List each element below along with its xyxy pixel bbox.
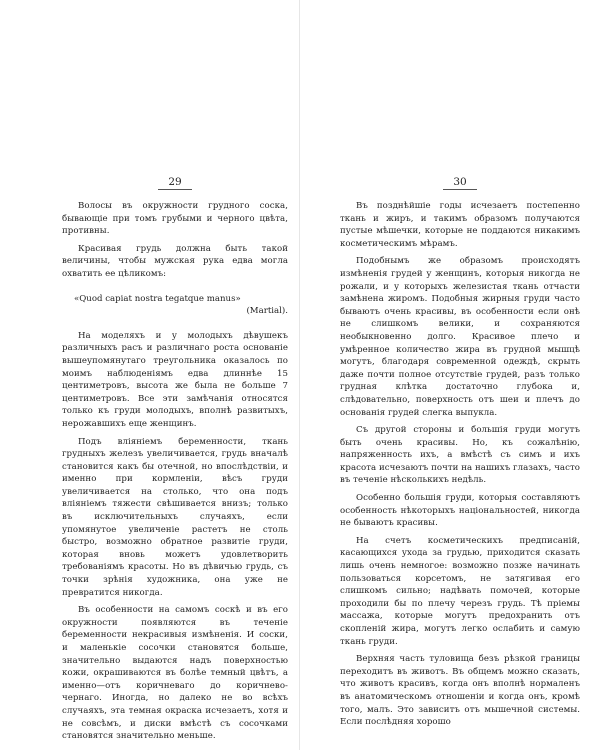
page-number-rule bbox=[158, 189, 192, 190]
paragraph: Верхняя часть туловища безъ рѣзкой границы переходитъ въ животъ. Въ общемъ можно сказать, что животъ красивъ, когда онъ вполнѣ нормаленъ въ анатомическомъ отношеніи и когда онъ, кромѣ того, малъ. Это зависитъ отъ мышечной системы. Если послѣдняя хорошо bbox=[340, 654, 580, 728]
paragraph: На моделяхъ и у молодыхъ дѣвушекъ различныхъ расъ и различнаго роста основаніе вышеупомянутаго треугольника оказалось по моимъ наблюденіямъ едва длиннѣе 15 центиметровъ, высота же была не больше 7 центиметровъ. Все эти замѣчанія относятся только къ груди молодыхъ, вполнѣ развитыхъ, нерожавшихъ еще женщинъ. bbox=[62, 330, 288, 429]
paragraph: Подобнымъ же образомъ происходятъ измѣненія грудей у женщинъ, которыя никогда не рожали, и у которыхъ железистая ткань отчасти замѣнена жиромъ. Подобныя жирныя груди часто бываютъ очень красивы, въ особенности если онѣ не слишкомъ велики, и сохраняются необыкновенно долго. Красивое плечо и умѣренное количество жира въ грудной мышцѣ могутъ, благодаря современной одеждѣ, скрыть даже почти полное отсутствіе грудей, разъ только грудная клѣтка достаточно глубока и, слѣдовательно, поверхность отъ шеи и плечъ до основанія грудей слегка выпукла. bbox=[340, 256, 580, 418]
page-number: 29 bbox=[168, 176, 182, 188]
page-number-rule bbox=[443, 189, 477, 190]
latin-quote: «Quod capiat nostra tegatque manus» bbox=[74, 293, 241, 304]
right-page bbox=[300, 0, 600, 750]
quote-attribution: (Martial). bbox=[246, 306, 288, 317]
paragraph: Въ особенности на самомъ соскѣ и въ его окружности появляются въ теченіе беременности некрасивыя измѣненія. И соски, и маленькіе сосочки становятся больше, значительно выдаются надъ поверхностью кожи, окрашиваются въ болѣе темный цвѣтъ, а именно—отъ коричневаго до коричнево-чернаго. Иногда, но далеко не во всѣхъ случаяхъ, эта темная окраска исчезаетъ, хотя и не совсѣмъ, и диски вмѣстѣ съ сосочками становятся значительно меньше. bbox=[62, 605, 288, 742]
paragraph: На счетъ косметическихъ предписаній, касающихся ухода за грудью, приходится сказать лишь очень немногое: возможно позже начинать пользоваться корсетомъ, не затягивая его слишкомъ сильно; надѣвать помочей, которые проходили бы по плечу черезъ грудь. Тѣ пріемы массажа, которые могутъ предохранить отъ скопленій жира, могутъ легко ослабить и самую ткань груди. bbox=[340, 535, 580, 647]
paragraph: Волосы въ окружности грудного соска, бывающіе при томъ грубыми и черного цвѣта, противны. bbox=[62, 201, 288, 237]
paragraph: Въ позднѣйшіе годы исчезаетъ постепенно ткань и жиръ, и такимъ образомъ получаются пустые мѣшечки, которые не поддаются никакимъ косметическимъ мѣрамъ. bbox=[340, 201, 580, 249]
paragraph: Подъ вліяніемъ беременности, ткань грудныхъ железъ увеличивается, грудь вначалѣ становится какъ бы отечной, но впослѣдствіи, и именно при кормленіи, вѣсъ груди увеличивается на столько, что она подъ вліяніемъ тяжести свѣшивается внизъ; только въ исключительныхъ случаяхъ, если упомянутое увеличеніе растетъ не столь быстро, возможно обратное развитіе груди, которая вновь можетъ удовлетворить требованіямъ красоты. Но въ дѣвичью грудь, съ точки зрѣнія художника, она уже не превратится никогда. bbox=[62, 436, 288, 598]
paragraph: Съ другой стороны и большія груди могутъ быть очень красивы. Но, къ сожалѣнію, напряженность ихъ, а вмѣстѣ съ симъ и ихъ красота исчезаютъ почти на нашихъ глазахъ, часто въ теченіе нѣсколькихъ недѣль. bbox=[340, 425, 580, 486]
paragraph: Красивая грудь должна быть такой величины, чтобы мужская рука едва могла охватить ее цѣликомъ: bbox=[62, 243, 288, 279]
paragraph: Особенно большія груди, которыя составляютъ особенность нѣкоторыхъ національностей, никогда не бываютъ красивы. bbox=[340, 493, 580, 529]
page-number: 30 bbox=[453, 176, 467, 188]
